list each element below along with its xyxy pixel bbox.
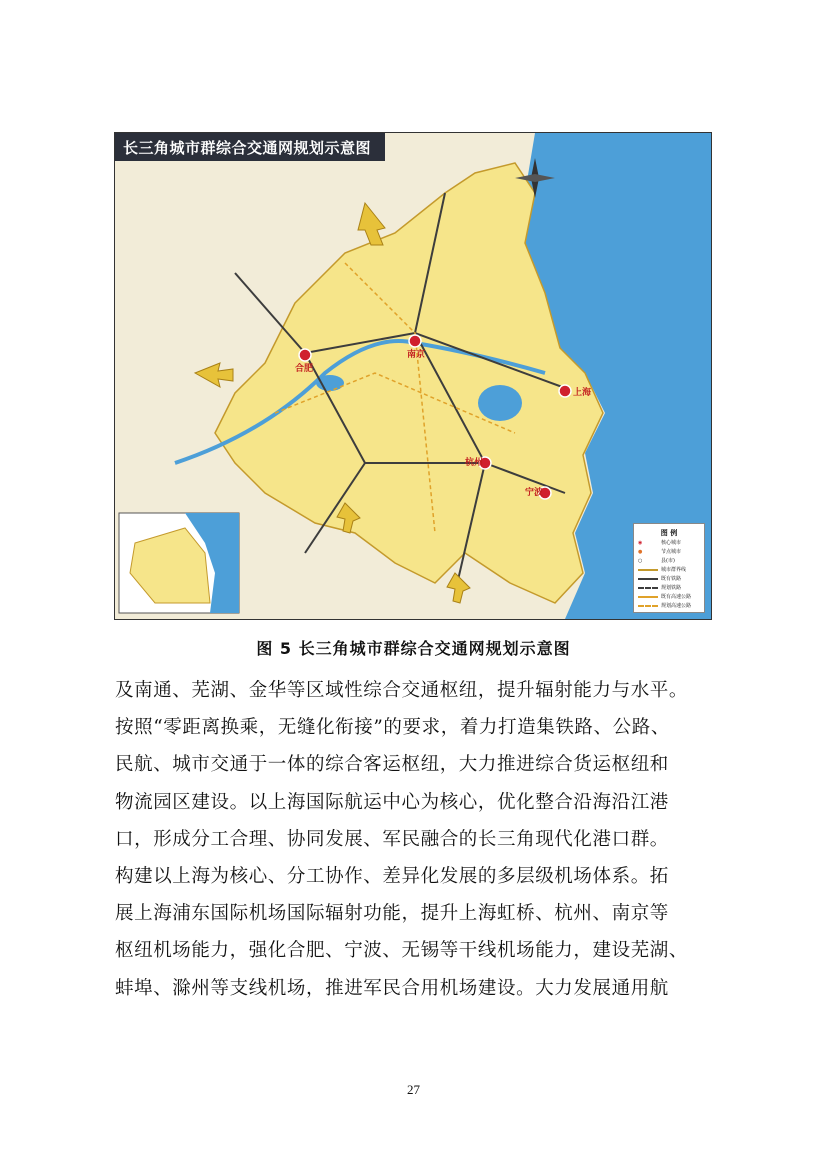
legend-label: 规划铁路: [661, 585, 682, 591]
city-label-nanjing: 南京: [407, 350, 426, 360]
core-city-icon: ◉: [638, 539, 643, 546]
city-label-shanghai: 上海: [573, 388, 592, 398]
existing-highway-icon: [638, 596, 658, 598]
paragraph-line: 展上海浦东国际机场国际辐射功能，提升上海虹桥、杭州、南京等: [115, 903, 669, 925]
paragraph-line: 民航、城市交通于一体的综合客运枢纽，大力推进综合货运枢纽和: [115, 754, 669, 776]
city-label-hefei: 合肥: [295, 364, 314, 374]
legend-label: 核心城市: [661, 540, 682, 546]
legend-row: [634, 574, 704, 583]
map-title-bar: [115, 133, 385, 161]
legend-row: [634, 538, 704, 547]
map-graphic: [115, 133, 711, 619]
legend-row: [634, 547, 704, 556]
paragraph-line: 蚌埠、滁州等支线机场，推进军民合用机场建设。大力发展通用航: [115, 977, 669, 999]
legend-row: [634, 556, 704, 565]
legend-label: 县(市): [661, 558, 675, 564]
paragraph-line: 枢纽机场能力，强化合肥、宁波、无锡等干线机场能力，建设芜湖、: [115, 940, 689, 962]
legend-label: 既有铁路: [661, 576, 682, 582]
legend-label: 节点城市: [661, 549, 682, 555]
planned-railway-icon: [638, 587, 658, 589]
figure-caption: 图 5 长三角城市群综合交通网规划示意图: [256, 639, 571, 658]
map-title: 长三角城市群综合交通网规划示意图: [123, 139, 372, 157]
map-legend: [633, 523, 705, 613]
legend-row: [634, 601, 704, 610]
transport-network-map: [114, 132, 712, 620]
planned-highway-icon: [638, 605, 658, 607]
taihu-lake: [478, 385, 522, 421]
legend-row: [634, 592, 704, 601]
county-icon: ○: [638, 557, 643, 564]
legend-label: 规划高速公路: [661, 603, 692, 609]
body-text: [115, 672, 715, 1007]
paragraph-line: 构建以上海为核心、分工协作、差异化发展的多层级机场体系。拓: [115, 866, 669, 888]
existing-railway-icon: [638, 578, 658, 580]
page-number: 27: [407, 1082, 420, 1097]
city-label-hangzhou: 杭州: [465, 458, 484, 468]
city-label-ningbo: 宁波: [525, 488, 544, 498]
legend-row: [634, 583, 704, 592]
node-city-icon: ●: [638, 548, 643, 555]
legend-row: [634, 565, 704, 574]
paragraph-line: 口，形成分工合理、协同发展、军民融合的长三角现代化港口群。: [115, 828, 669, 850]
paragraph-line: 物流园区建设。以上海国际航运中心为核心，优化整合沿海沿江港: [115, 791, 669, 813]
legend-title: 图 例: [660, 529, 678, 537]
paragraph-line: 及南通、芜湖、金华等区域性综合交通枢纽，提升辐射能力与水平。: [115, 680, 689, 701]
paragraph-line: 按照“零距离换乘，无缝化衔接”的要求，着力打造集铁路、公路、: [115, 717, 670, 739]
boundary-line-icon: [638, 569, 658, 571]
legend-label: 既有高速公路: [661, 594, 692, 600]
legend-label: 城市群界线: [661, 567, 687, 573]
